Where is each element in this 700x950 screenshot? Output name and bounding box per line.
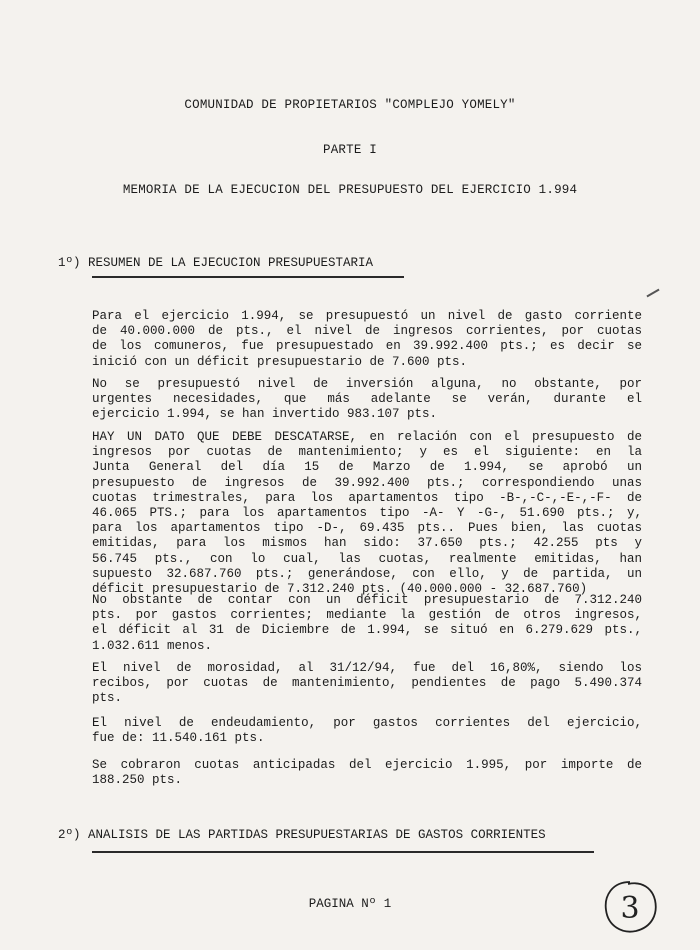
paragraph-line: El nivel de morosidad, al 31/12/94, fue del 16,80%, siendo los xyxy=(92,661,642,675)
paragraph-line: 1.032.611 menos. xyxy=(92,638,213,653)
paragraph-1 xyxy=(92,309,642,370)
document-subtitle: MEMORIA DE LA EJECUCION DEL PRESUPUESTO DEL EJERCICIO 1.994 xyxy=(122,183,578,197)
handwritten-number: 3 xyxy=(620,891,640,926)
paragraph-4 xyxy=(92,593,642,654)
margin-pen-mark xyxy=(646,289,659,298)
handwritten-circle-icon xyxy=(600,878,660,936)
paragraph-2 xyxy=(92,377,642,423)
document-title: COMUNIDAD DE PROPIETARIOS "COMPLEJO YOMELY" xyxy=(184,98,516,112)
paragraph-line: recibos, por cuotas de mantenimiento, pendientes de pago 5.490.374 xyxy=(92,676,642,691)
section-2-heading: 2º) ANALISIS DE LAS PARTIDAS PRESUPUESTARIAS DE GASTOS CORRIENTES xyxy=(58,828,546,842)
paragraph-line: inició con un déficit presupuestario de 7.600 pts. xyxy=(92,354,468,369)
paragraph-line: urgentes necesidades, que más adelante se verán, durante el xyxy=(92,392,642,407)
handwritten-page-number xyxy=(600,878,660,936)
paragraph-line: déficit presupuestario de 7.312.240 pts. (40.000.000 - 32.687.760) xyxy=(92,582,588,597)
section-2-underline xyxy=(92,851,594,853)
paragraph-line: el déficit al 31 de Diciembre de 1.994, se situó en 6.279.629 pts., xyxy=(92,623,642,638)
paragraph-6 xyxy=(92,716,642,746)
paragraph-line: El nivel de endeudamiento, por gastos corrientes del ejercicio, xyxy=(92,716,642,730)
paragraph-line: pts. por gastos corrientes; mediante la gestión de otros ingresos, xyxy=(92,608,642,623)
paragraph-line: ingresos por cuotas de mantenimiento; y es el siguiente: en la xyxy=(92,445,642,460)
paragraph-line: fue de: 11.540.161 pts. xyxy=(92,731,265,746)
paragraph-line: 46.065 PTS.; para los apartamentos tipo -A- Y -G-, 51.690 pts.; y, xyxy=(92,506,642,521)
paragraph-3 xyxy=(92,430,642,597)
paragraph-7 xyxy=(92,758,642,788)
paragraph-line: No obstante de contar con un déficit presupuestario de 7.312.240 xyxy=(92,593,642,607)
paragraph-line: Se cobraron cuotas anticipadas del ejercicio 1.995, por importe de xyxy=(92,758,642,772)
paragraph-line: emitidas, para los mismos han sido: 37.650 pts.; 42.255 pts y xyxy=(92,536,642,551)
paragraph-line: 188.250 pts. xyxy=(92,773,183,788)
paragraph-5 xyxy=(92,661,642,707)
paragraph-line: de 40.000.000 de pts., el nivel de ingresos corrientes, por cuotas xyxy=(92,324,642,339)
page-number: PAGINA Nº 1 xyxy=(308,897,392,911)
paragraph-line: supuesto 32.687.760 pts.; generándose, con ello, y de partida, un xyxy=(92,566,642,581)
paragraph-line: Junta General del día 15 de Marzo de 1.994, se aprobó un xyxy=(92,460,642,475)
paragraph-line: presupuesto de ingresos de 39.992.400 pts.; correspondiendo unas xyxy=(92,475,642,490)
paragraph-line: cuotas trimestrales, para los apartamentos tipo -B-,-C-,-E-,-F- de xyxy=(92,490,642,505)
paragraph-line: 56.745 pts., con lo cual, las cuotas, realmente emitidas, han xyxy=(92,551,642,566)
paragraph-line: ejercicio 1.994, se han invertido 983.107 pts. xyxy=(92,407,438,422)
paragraph-line: Para el ejercicio 1.994, se presupuestó un nivel de gasto corriente xyxy=(92,309,642,323)
part-label: PARTE I xyxy=(323,143,377,157)
section-1-underline xyxy=(92,276,404,278)
paragraph-line: de los comuneros, fue presupuestado en 39.992.400 pts.; es decir se xyxy=(92,339,642,354)
section-1-heading: 1º) RESUMEN DE LA EJECUCION PRESUPUESTARIA xyxy=(58,256,374,270)
paragraph-line: pts. xyxy=(92,691,123,706)
paragraph-line: para los apartamentos tipo -D-, 69.435 pts.. Pues bien, las cuotas xyxy=(92,521,642,536)
paragraph-line: HAY UN DATO QUE DEBE DESCATARSE, en relación con el presupuesto de xyxy=(92,430,642,444)
paragraph-line: No se presupuestó nivel de inversión alguna, no obstante, por xyxy=(92,377,642,391)
